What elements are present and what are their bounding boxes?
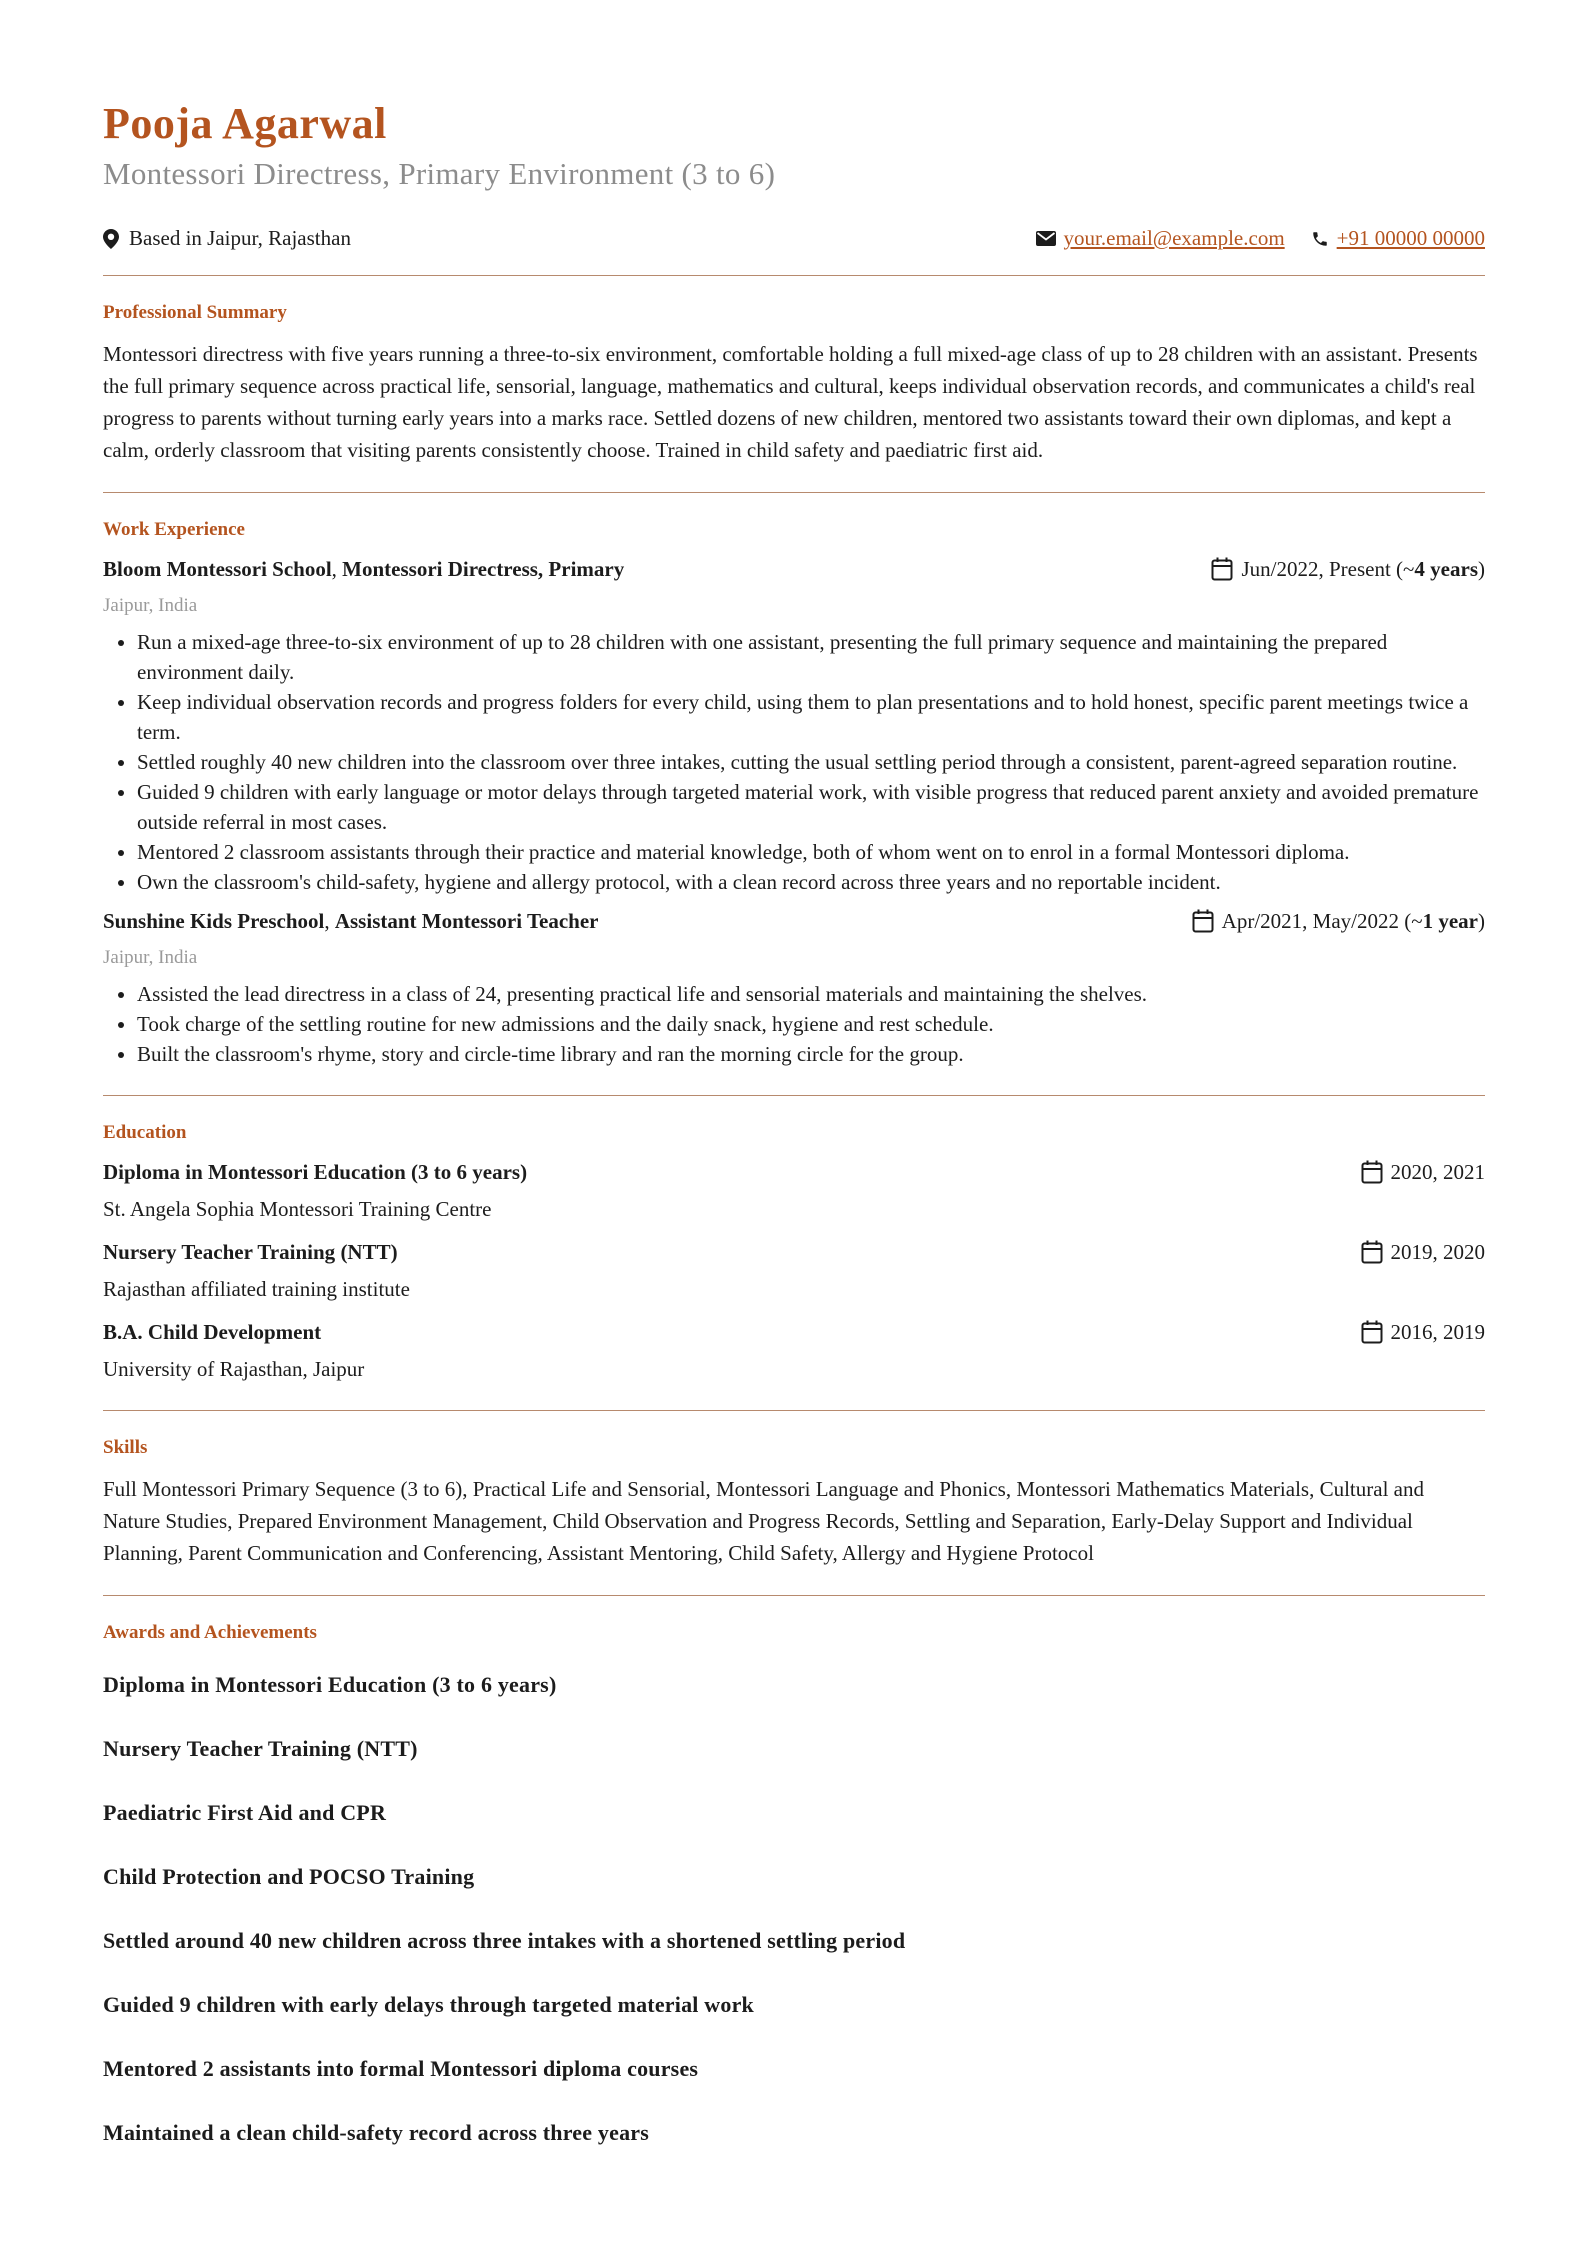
education-dates <box>1361 1158 1486 1186</box>
job-entry <box>103 907 1485 1069</box>
education-entry <box>103 1158 1485 1224</box>
job-dates <box>1192 907 1485 935</box>
company-name: Bloom Montessori School <box>103 557 332 582</box>
calendar-icon <box>1361 1320 1383 1344</box>
list-item: • Run a mixed-age three-to-six environment of up to 28 children with one assistant, presenting the full primary sequence and maintaining the prepared environment daily. <box>137 627 1485 687</box>
degree-title <box>103 1318 321 1346</box>
job-bullets <box>103 979 1485 1069</box>
summary-text: Montessori directress with five years running a three-to-six environment, comfortable holding a full mixed-age class of up to 28 children with an assistant. Presents the full primary sequence across practical life, sensorial, language, mathematics and cultural, keeps individual observation records, and communicates a child's real progress to parents without turning early years into a marks race. Settled dozens of new children, mentored two assistants toward their own diplomas, and kept a calm, orderly classroom that visiting parents consistently choose. Trained in child safety and paediatric first aid. <box>103 342 1478 463</box>
section-title-education: Education <box>103 1122 187 1144</box>
date-close: ) <box>1478 557 1485 582</box>
award-item: Paediatric First Aid and CPR <box>103 1800 387 1826</box>
job-position: Assistant Montessori Teacher <box>334 909 599 934</box>
job-position: Montessori Directress, Primary <box>342 557 625 582</box>
degree-title <box>103 1158 527 1186</box>
institution: University of Rajasthan, Jaipur <box>103 1357 365 1382</box>
job-title: Bloom Montessori School, Montessori Directress, Primary <box>103 557 625 582</box>
degree-title <box>103 1238 398 1266</box>
job-bullets <box>103 627 1485 897</box>
date-range: 2020, 2021 <box>1390 1160 1485 1185</box>
list-item: • Mentored 2 classroom assistants through their practice and material knowledge, both of whom went on to enrol in a formal Montessori diploma. <box>137 837 1485 867</box>
phone-link[interactable]: +91 00000 00000 <box>1336 226 1485 251</box>
contact-left <box>103 226 351 251</box>
location-text: Based in Jaipur, Rajasthan <box>129 226 351 251</box>
education-header <box>103 1238 1485 1266</box>
list-item: • Settled roughly 40 new children into the classroom over three intakes, cutting the usual settling period through a consistent, parent-agreed separation routine. <box>137 747 1485 777</box>
calendar-icon <box>1361 1240 1383 1264</box>
award-item: Settled around 40 new children across three intakes with a shortened settling period <box>103 1928 906 1954</box>
education-header <box>103 1318 1485 1346</box>
job-location: Jaipur, India <box>103 595 198 617</box>
location-pin-icon <box>103 229 119 249</box>
list-item: • Assisted the lead directress in a class of 24, presenting practical life and sensorial materials and maintaining the shelves. <box>137 979 1485 1009</box>
education-entry <box>103 1238 1485 1304</box>
calendar-icon <box>1211 557 1233 581</box>
duration: 4 years <box>1414 557 1478 582</box>
calendar-icon <box>1192 909 1214 933</box>
award-item: Mentored 2 assistants into formal Montessori diploma courses <box>103 2056 699 2082</box>
education-header <box>103 1158 1485 1186</box>
candidate-name: Pooja Agarwal <box>103 99 387 148</box>
job-header <box>103 907 1485 935</box>
institution: Rajasthan affiliated training institute <box>103 1277 410 1302</box>
experience-section <box>103 493 1485 1095</box>
section-title-awards: Awards and Achievements <box>103 1622 317 1644</box>
date-close: ) <box>1478 909 1485 934</box>
skills-text: Full Montessori Primary Sequence (3 to 6), Practical Life and Sensorial, Montessori Language and Phonics, Montessori Mathematics Materials, Cultural and Nature Studies, Prepared Environment Management, Child Observation and Progress Records, Settling and Separation, Early-Delay Support and Individual Planning, Parent Communication and Conferencing, Assistant Mentoring, Child Safety, Allergy and Hygiene Protocol <box>103 1477 1424 1566</box>
degree-name: Diploma in Montessori Education <box>103 1160 406 1185</box>
job-title: Sunshine Kids Preschool, Assistant Montessori Teacher <box>103 909 599 934</box>
skills-section <box>103 1411 1485 1595</box>
section-title-summary: Professional Summary <box>103 302 287 324</box>
candidate-role: Montessori Directress, Primary Environment (3 to 6) <box>103 156 776 192</box>
award-item: Guided 9 children with early delays through targeted material work <box>103 1992 754 2018</box>
awards-section <box>103 1596 1485 2208</box>
education-dates <box>1361 1318 1486 1346</box>
list-item: • Own the classroom's child-safety, hygiene and allergy protocol, with a clean record across three years and no reportable incident. <box>137 867 1485 897</box>
job-dates <box>1211 555 1485 583</box>
date-range: Jun/2022, Present (~ <box>1241 557 1415 582</box>
awards-list <box>103 1670 1485 2148</box>
award-item: Child Protection and POCSO Training <box>103 1864 475 1890</box>
list-item: • Built the classroom's rhyme, story and circle-time library and ran the morning circle for the group. <box>137 1039 1485 1069</box>
job-location: Jaipur, India <box>103 947 198 969</box>
date-range: Apr/2021, May/2022 (~ <box>1221 909 1423 934</box>
duration: 1 year <box>1422 909 1478 934</box>
company-name: Sunshine Kids Preschool <box>103 909 325 934</box>
list-item: • Guided 9 children with early language or motor delays through targeted material work, with visible progress that reduced parent anxiety and avoided premature outside referral in most cases. <box>137 777 1485 837</box>
contact-row <box>103 226 1485 251</box>
email-link[interactable]: your.email@example.com <box>1063 226 1285 251</box>
date-range: 2019, 2020 <box>1390 1240 1485 1265</box>
summary-section <box>103 276 1485 492</box>
degree-name: Nursery Teacher Training <box>103 1240 336 1265</box>
contact-right <box>1036 226 1485 251</box>
location-item <box>103 226 351 251</box>
email-item[interactable] <box>1036 226 1285 251</box>
education-entry <box>103 1318 1485 1384</box>
degree-name: B.A. Child Development <box>103 1320 322 1345</box>
envelope-icon <box>1036 231 1056 246</box>
section-title-experience: Work Experience <box>103 519 245 541</box>
phone-item[interactable] <box>1311 226 1485 251</box>
award-item: Nursery Teacher Training (NTT) <box>103 1736 418 1762</box>
phone-icon <box>1311 230 1329 248</box>
list-item: • Keep individual observation records and progress folders for every child, using them to plan presentations and to hold honest, specific parent meetings twice a term. <box>137 687 1485 747</box>
calendar-icon <box>1361 1160 1383 1184</box>
date-range: 2016, 2019 <box>1390 1320 1485 1345</box>
award-item: Diploma in Montessori Education (3 to 6 years) <box>103 1672 557 1698</box>
award-item: Maintained a clean child-safety record across three years <box>103 2120 650 2146</box>
list-item: • Took charge of the settling routine for new admissions and the daily snack, hygiene and rest schedule. <box>137 1009 1485 1039</box>
education-dates <box>1361 1238 1486 1266</box>
institution: St. Angela Sophia Montessori Training Centre <box>103 1197 492 1222</box>
section-title-skills: Skills <box>103 1437 148 1459</box>
job-header <box>103 555 1485 583</box>
job-entry <box>103 555 1485 897</box>
degree-detail: (NTT) <box>340 1240 398 1265</box>
education-section <box>103 1096 1485 1410</box>
degree-detail: (3 to 6 years) <box>411 1160 528 1185</box>
